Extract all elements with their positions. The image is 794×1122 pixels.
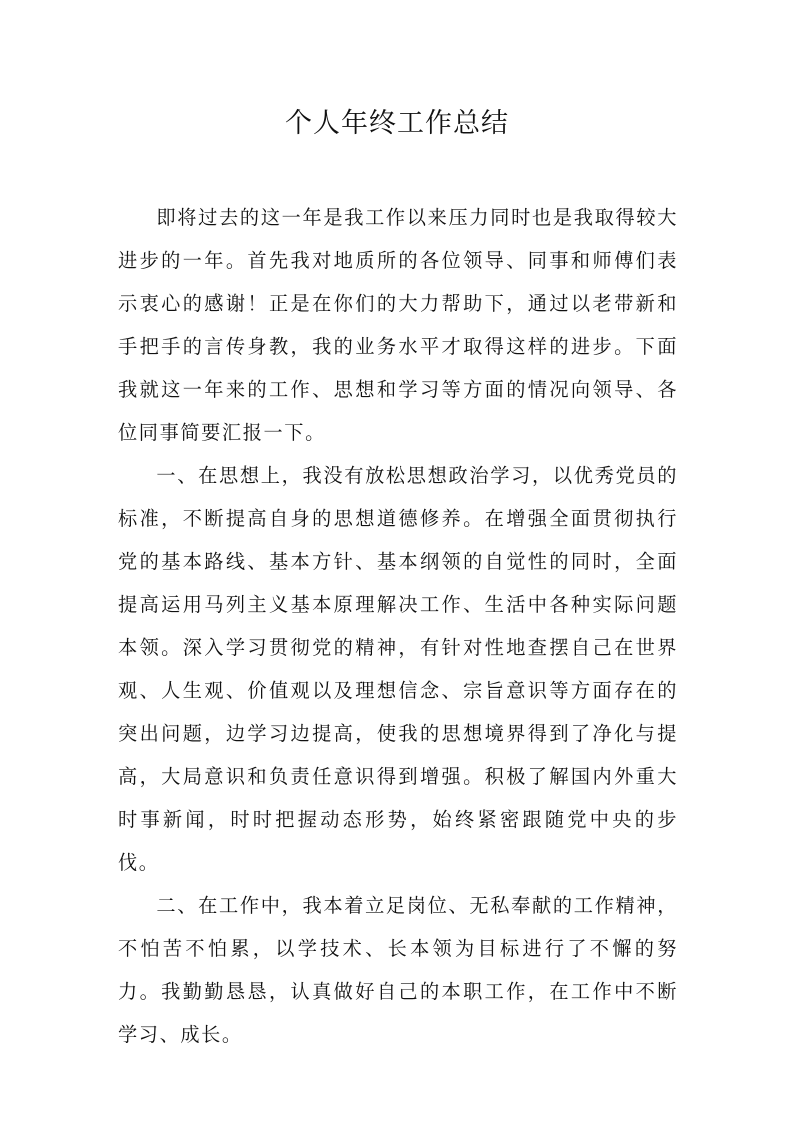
paragraph-intro: 即将过去的这一年是我工作以来压力同时也是我取得较大进步的一年。首先我对地质所的各位领导、同事和师傅们表示衷心的感谢！正是在你们的大力帮助下，通过以老带新和手把手的言传身教，我的业务水平才取得这样的进步。下面我就这一年来的工作、思想和学习等方面的情况向领导、各位同事简要汇报一下。 xyxy=(118,206,678,444)
paragraph-thought: 一、在思想上，我没有放松思想政治学习，以优秀党员的标准，不断提高自身的思想道德修养。在增强全面贯彻执行党的基本路线、基本方针、基本纲领的自觉性的同时，全面提高运用马列主义基本原理解决工作、生活中各种实际问题本领。深入学习贯彻党的精神，有针对性地查摆自己在世界观、人生观、价值观以及理想信念、宗旨意识等方面存在的突出问题，边学习边提高，使我的思想境界得到了净化与提高，大局意识和负责任意识得到增强。积极了解国内外重大时事新闻，时时把握动态形势，始终紧密跟随党中央的步伐。 xyxy=(118,464,678,874)
document-title: 个人年终工作总结 xyxy=(285,108,509,139)
paragraph-work: 二、在工作中，我本着立足岗位、无私奉献的工作精神，不怕苦不怕累，以学技术、长本领为目标进行了不懈的努力。我勤勤恳恳，认真做好自己的本职工作，在工作中不断学习、成长。 xyxy=(118,894,678,1046)
document-body xyxy=(118,196,678,1056)
